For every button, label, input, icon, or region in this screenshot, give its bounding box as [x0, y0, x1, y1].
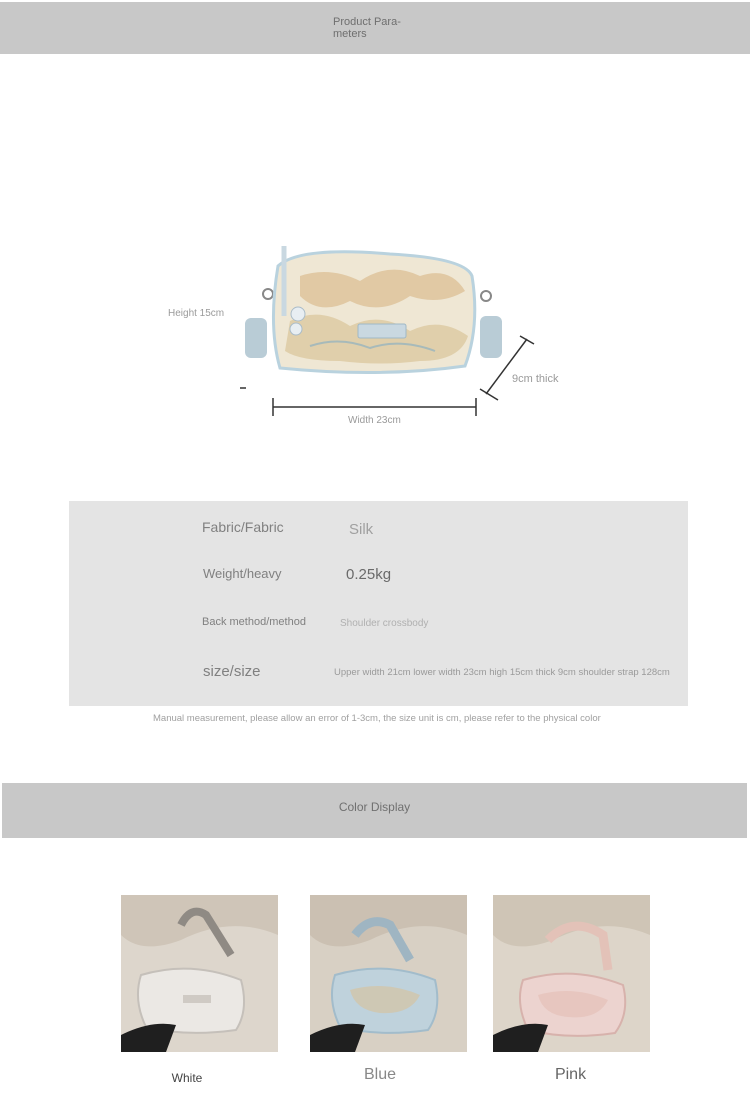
color-swatch-white — [121, 895, 278, 1052]
white-bag-photo — [121, 895, 278, 1052]
color-label-white: White — [171, 1071, 203, 1085]
width-dimension-label: Width 23cm — [348, 415, 401, 426]
param-value: 0.25kg — [346, 566, 392, 583]
product-parameters-banner — [0, 2, 750, 54]
blue-bag-photo — [310, 895, 467, 1052]
param-label: Back method/method — [202, 616, 306, 628]
height-dimension-label: Height 15cm — [168, 308, 225, 319]
thickness-dimension-label: 9cm thick — [512, 373, 559, 385]
pink-bag-photo — [493, 895, 650, 1052]
param-value: Upper width 21cm lower width 23cm high 15cm thick 9cm shoulder strap 128cm — [334, 667, 670, 678]
banner-title: Color Display — [338, 800, 411, 814]
param-label: Fabric/Fabric — [202, 519, 284, 535]
param-label: Weight/heavy — [203, 566, 282, 581]
parameter-table — [69, 501, 688, 706]
color-label-pink: Pink — [554, 1066, 587, 1083]
param-value: Shoulder crossbody — [340, 618, 429, 629]
param-value: Silk — [349, 521, 374, 538]
color-label-blue: Blue — [363, 1066, 397, 1083]
measurement-note: Manual measurement, please allow an error of 1-3cm, the size unit is cm, please refer to the physical color — [153, 713, 601, 724]
banner-title: Product Para- meters — [333, 16, 401, 40]
bag-product-image — [240, 236, 540, 426]
dimension-diagram — [0, 200, 750, 450]
param-label: size/size — [203, 663, 261, 680]
color-swatch-blue — [310, 895, 467, 1052]
color-display-banner — [2, 783, 747, 838]
color-swatch-pink — [493, 895, 650, 1052]
